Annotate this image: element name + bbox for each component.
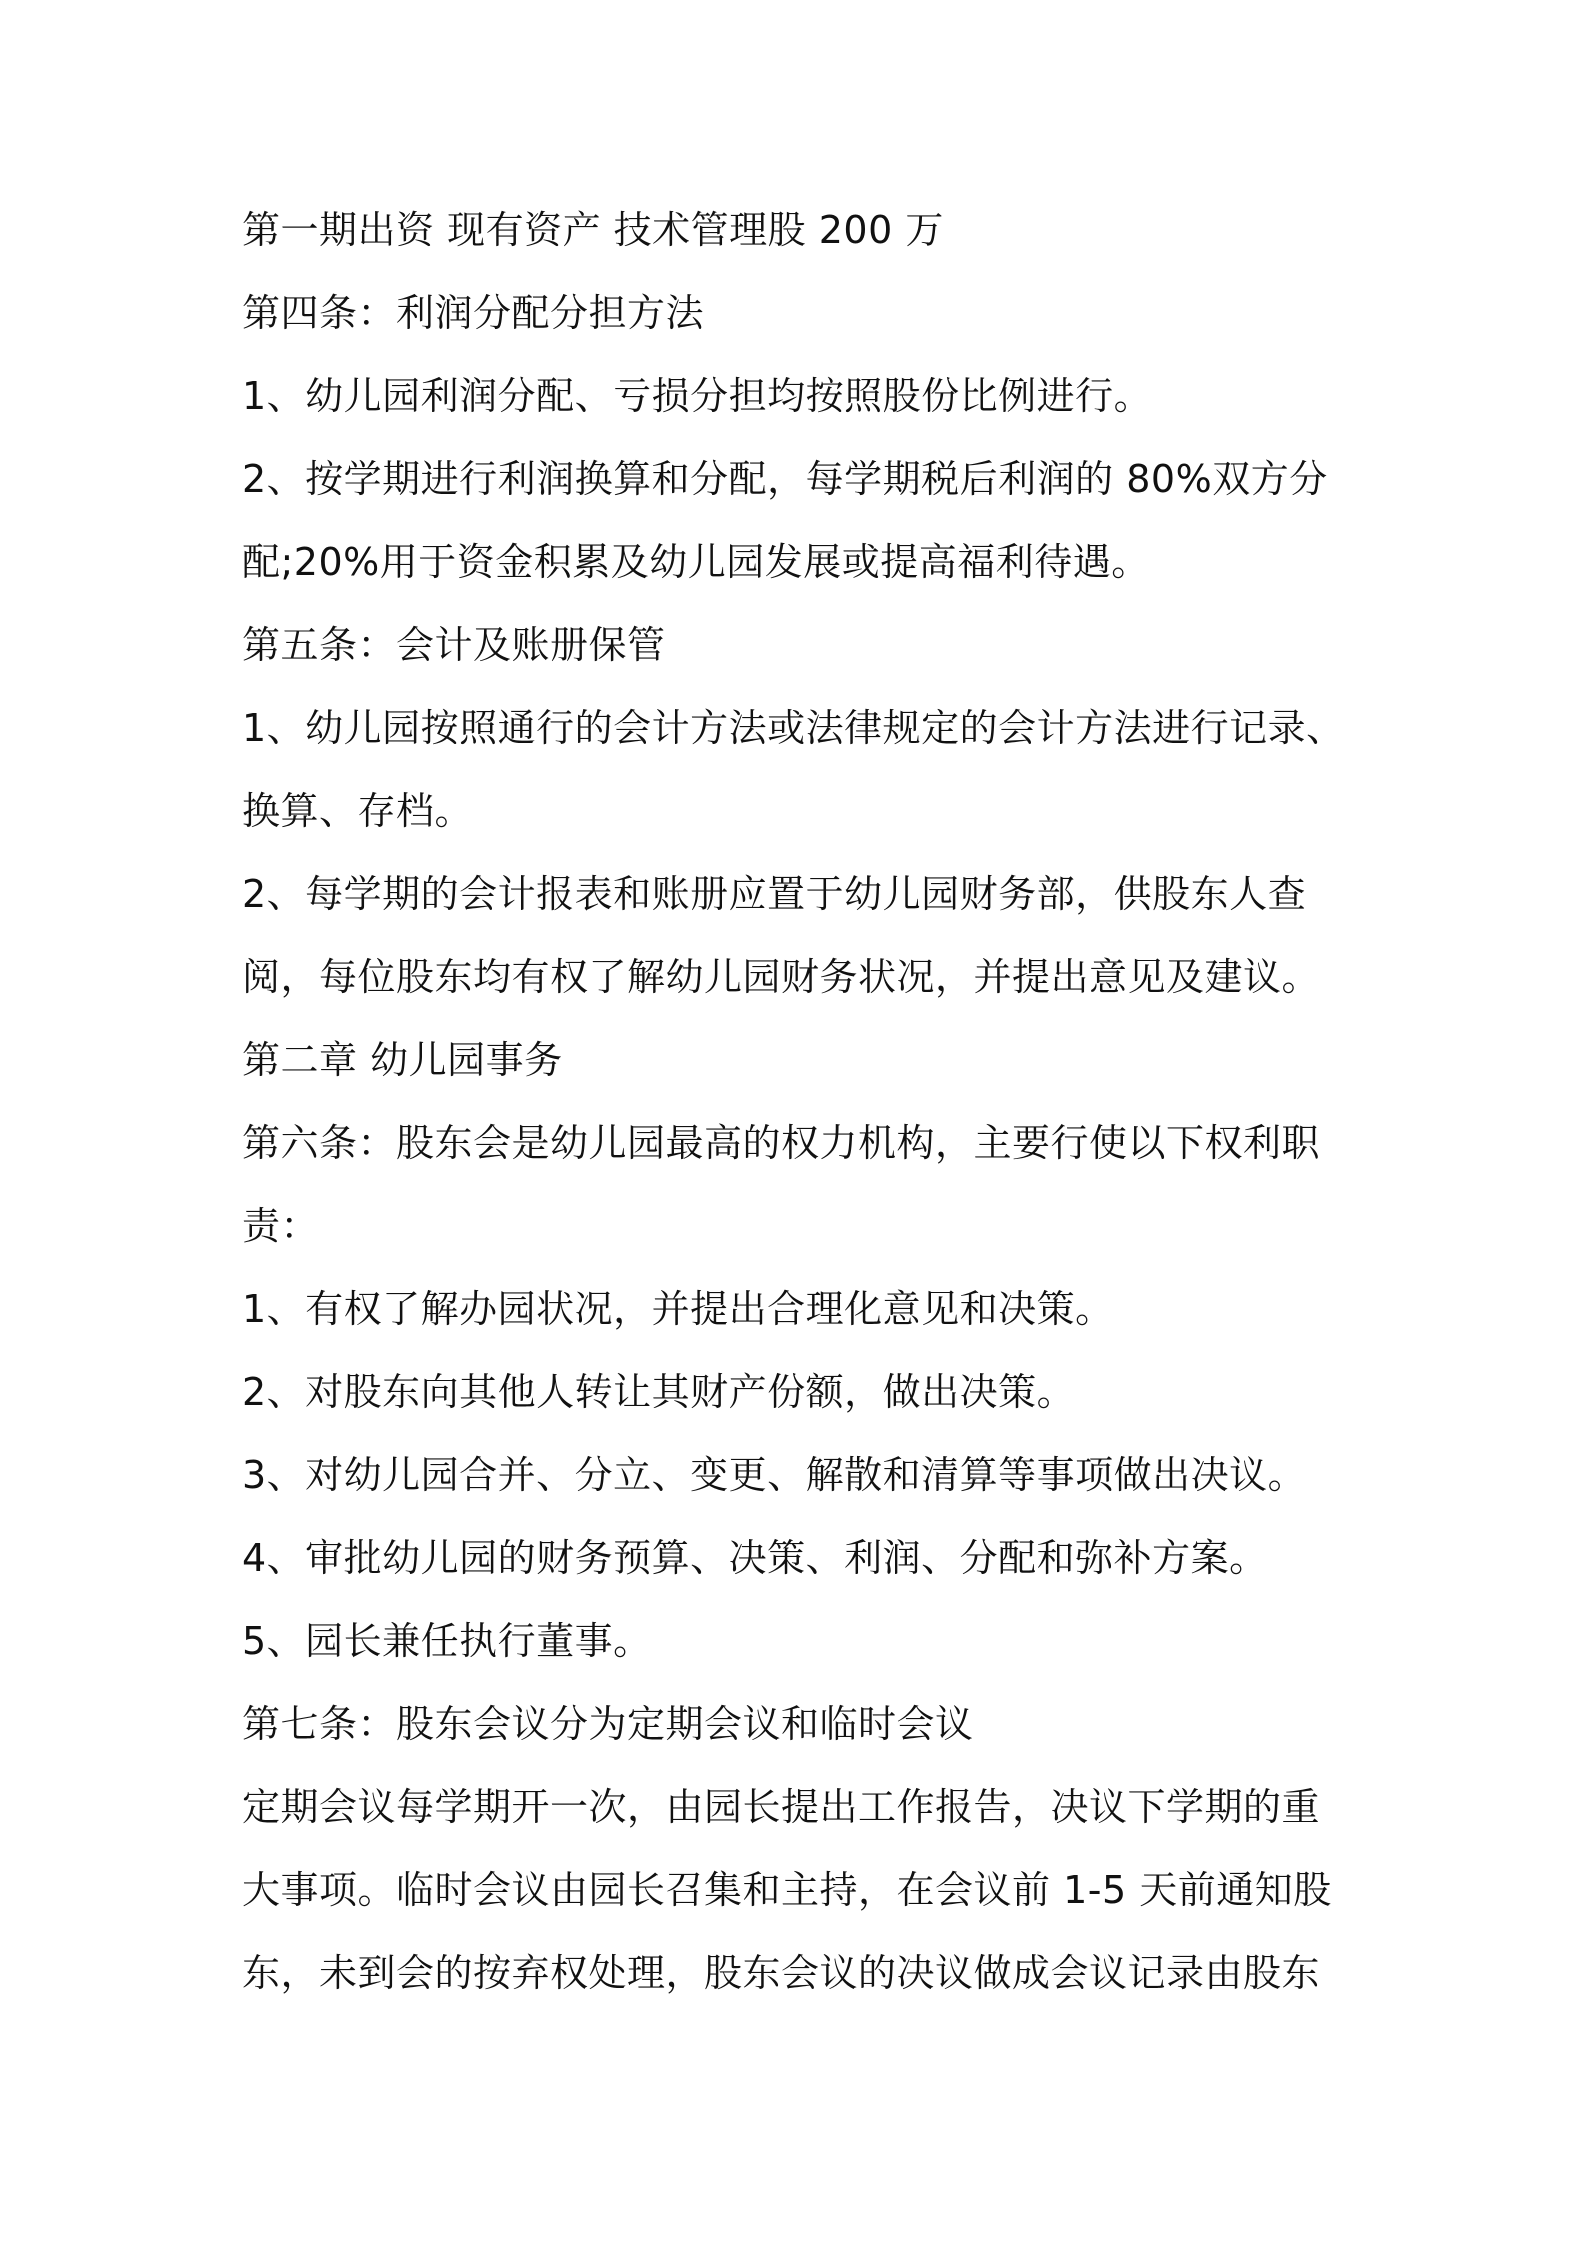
text-line: 3、对幼儿园合并、分立、变更、解散和清算等事项做出决议。 [242,1453,1307,1497]
text-line: 5、园长兼任执行董事。 [242,1619,652,1663]
text-line: 阅，每位股东均有权了解幼儿园财务状况，并提出意见及建议。 [242,955,1321,999]
section-heading: 第六条：股东会是幼儿园最高的权力机构，主要行使以下权利职 [242,1121,1321,1165]
text-line: 东，未到会的按弃权处理，股东会议的决议做成会议记录由股东 [242,1951,1321,1995]
text-line: 1、幼儿园按照通行的会计方法或法律规定的会计方法进行记录、 [242,706,1345,750]
text-line: 定期会议每学期开一次，由园长提出工作报告，决议下学期的重 [242,1785,1321,1829]
chapter-heading: 第二章 幼儿园事务 [242,1038,563,1082]
text-line: 2、对股东向其他人转让其财产份额，做出决策。 [242,1370,1076,1414]
text-line: 2、每学期的会计报表和账册应置于幼儿园财务部，供股东人查 [242,872,1307,916]
text-line: 1、有权了解办园状况，并提出合理化意见和决策。 [242,1287,1114,1331]
text-line: 4、审批幼儿园的财务预算、决策、利润、分配和弥补方案。 [242,1536,1268,1580]
text-line: 责： [242,1204,320,1248]
section-heading: 第五条：会计及账册保管 [242,623,666,667]
text-line: 大事项。临时会议由园长召集和主持，在会议前 1-5 天前通知股 [242,1868,1332,1912]
section-heading: 第七条：股东会议分为定期会议和临时会议 [242,1702,974,1746]
text-line: 配;20%用于资金积累及幼儿园发展或提高福利待遇。 [242,540,1150,584]
section-heading: 第四条：利润分配分担方法 [242,291,705,335]
text-line: 2、按学期进行利润换算和分配，每学期税后利润的 80%双方分 [242,457,1328,501]
text-line: 1、幼儿园利润分配、亏损分担均按照股份比例进行。 [242,374,1153,418]
text-line: 第一期出资 现有资产 技术管理股 200 万 [242,208,944,252]
text-line: 换算、存档。 [242,789,474,833]
